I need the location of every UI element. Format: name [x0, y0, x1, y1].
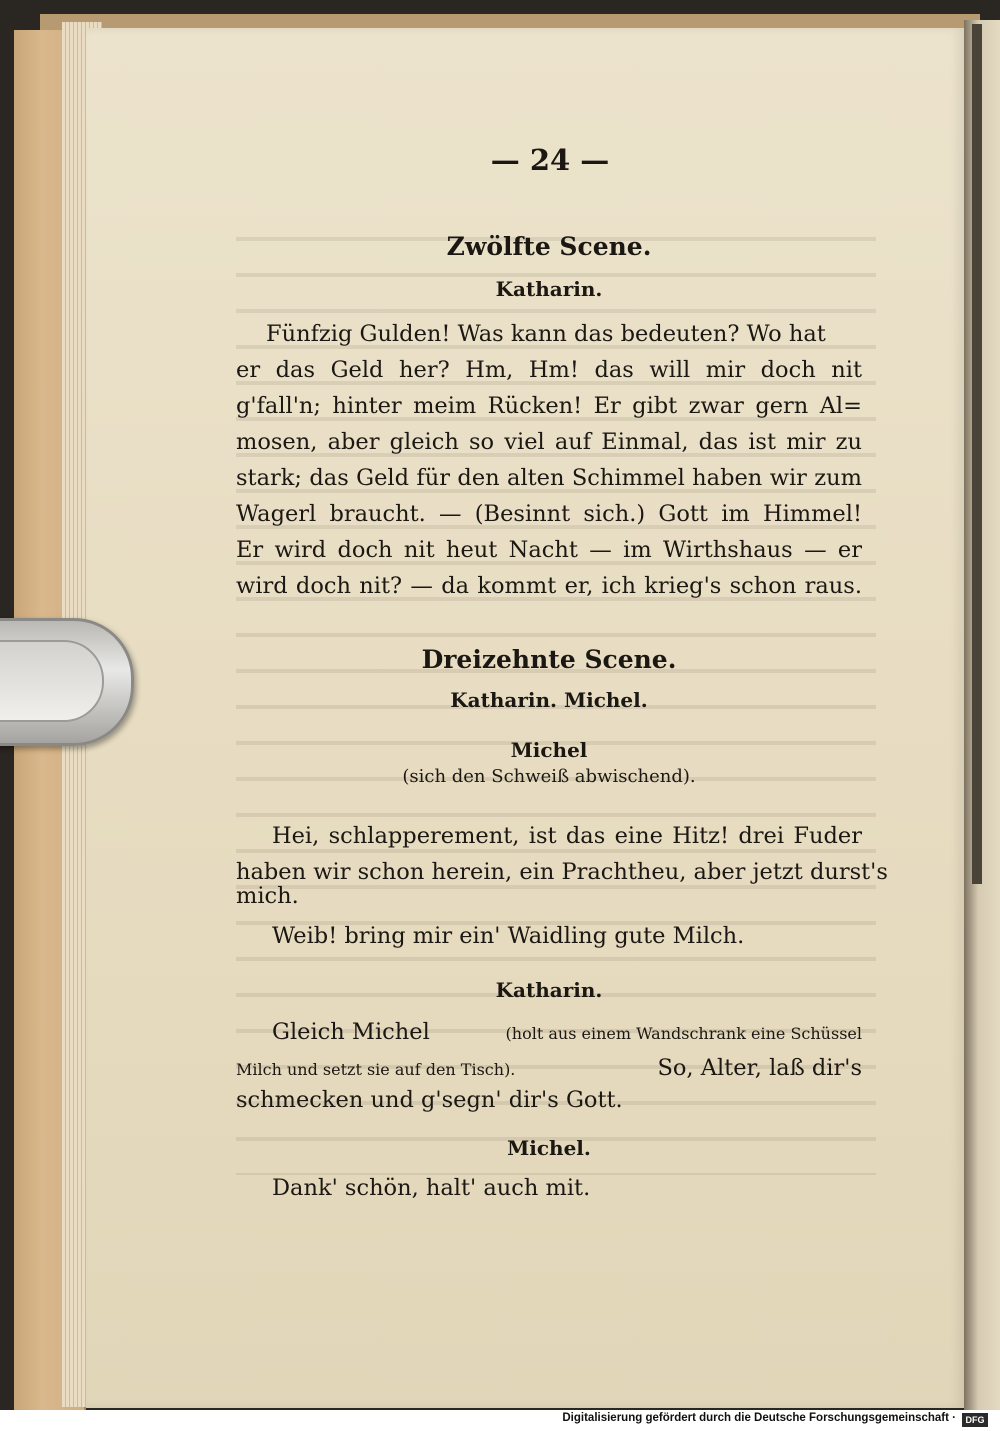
- scene-12-speaker: Katharin.: [495, 277, 603, 301]
- text-line: g'fall'n; hinter meim Rücken! Er gibt zwar gern Al=: [236, 393, 862, 419]
- scene-12-heading: Zwölfte Scene.: [446, 232, 652, 261]
- speech-text: Gleich Michel: [272, 1019, 430, 1045]
- facing-page-edge: [964, 20, 1000, 1410]
- dfg-logo: DFG: [962, 1413, 988, 1427]
- text-line: haben wir schon herein, ein Prachtheu, aber jetzt durst's: [236, 859, 888, 885]
- text-line: er das Geld her? Hm, Hm! das will mir doch nit: [236, 357, 862, 383]
- text-line: Hei, schlapperement, ist das eine Hitz! drei Fuder: [272, 823, 862, 849]
- speaker-michel: Michel: [510, 738, 588, 762]
- stage-direction: (sich den Schweiß abwischend).: [402, 766, 696, 787]
- page-number: — 24 —: [490, 143, 610, 177]
- text-line: Dank' schön, halt' auch mit.: [272, 1175, 591, 1201]
- text-line: stark; das Geld für den alten Schimmel haben wir zum: [236, 465, 862, 491]
- scene-13-heading: Dreizehnte Scene.: [421, 645, 677, 674]
- funding-credit: Digitalisierung gefördert durch die Deutsche Forschungsgemeinschaft ·: [562, 1412, 956, 1424]
- stage-direction: (holt aus einem Wandschrank eine Schüssel: [505, 1024, 862, 1043]
- footer-bar: [0, 1410, 1000, 1431]
- text-line: wird doch nit? — da kommt er, ich krieg's schon raus.: [236, 573, 862, 599]
- speaker-michel-2: Michel.: [507, 1136, 591, 1160]
- text-line: mich.: [236, 883, 299, 909]
- text-line: mosen, aber gleich so viel auf Einmal, das ist mir zu: [236, 429, 862, 455]
- speech-text: So, Alter, laß dir's: [657, 1055, 862, 1081]
- stage-direction: Milch und setzt sie auf den Tisch).: [236, 1060, 516, 1079]
- page-clip-inner: [0, 640, 104, 722]
- text-line: Fünfzig Gulden! Was kann das bedeuten? Wo hat: [266, 321, 826, 347]
- text-line: [272, 1014, 862, 1052]
- text-line: Wagerl braucht. — (Besinnt sich.) Gott im Himmel!: [236, 501, 862, 527]
- scene-13-cast: Katharin. Michel.: [450, 688, 648, 712]
- speaker-katharin: Katharin.: [495, 978, 603, 1002]
- text-line: Er wird doch nit heut Nacht — im Wirthshaus — er: [236, 537, 862, 563]
- text-line: Weib! bring mir ein' Waidling gute Milch.: [272, 923, 745, 949]
- text-line: schmecken und g'segn' dir's Gott.: [236, 1087, 623, 1113]
